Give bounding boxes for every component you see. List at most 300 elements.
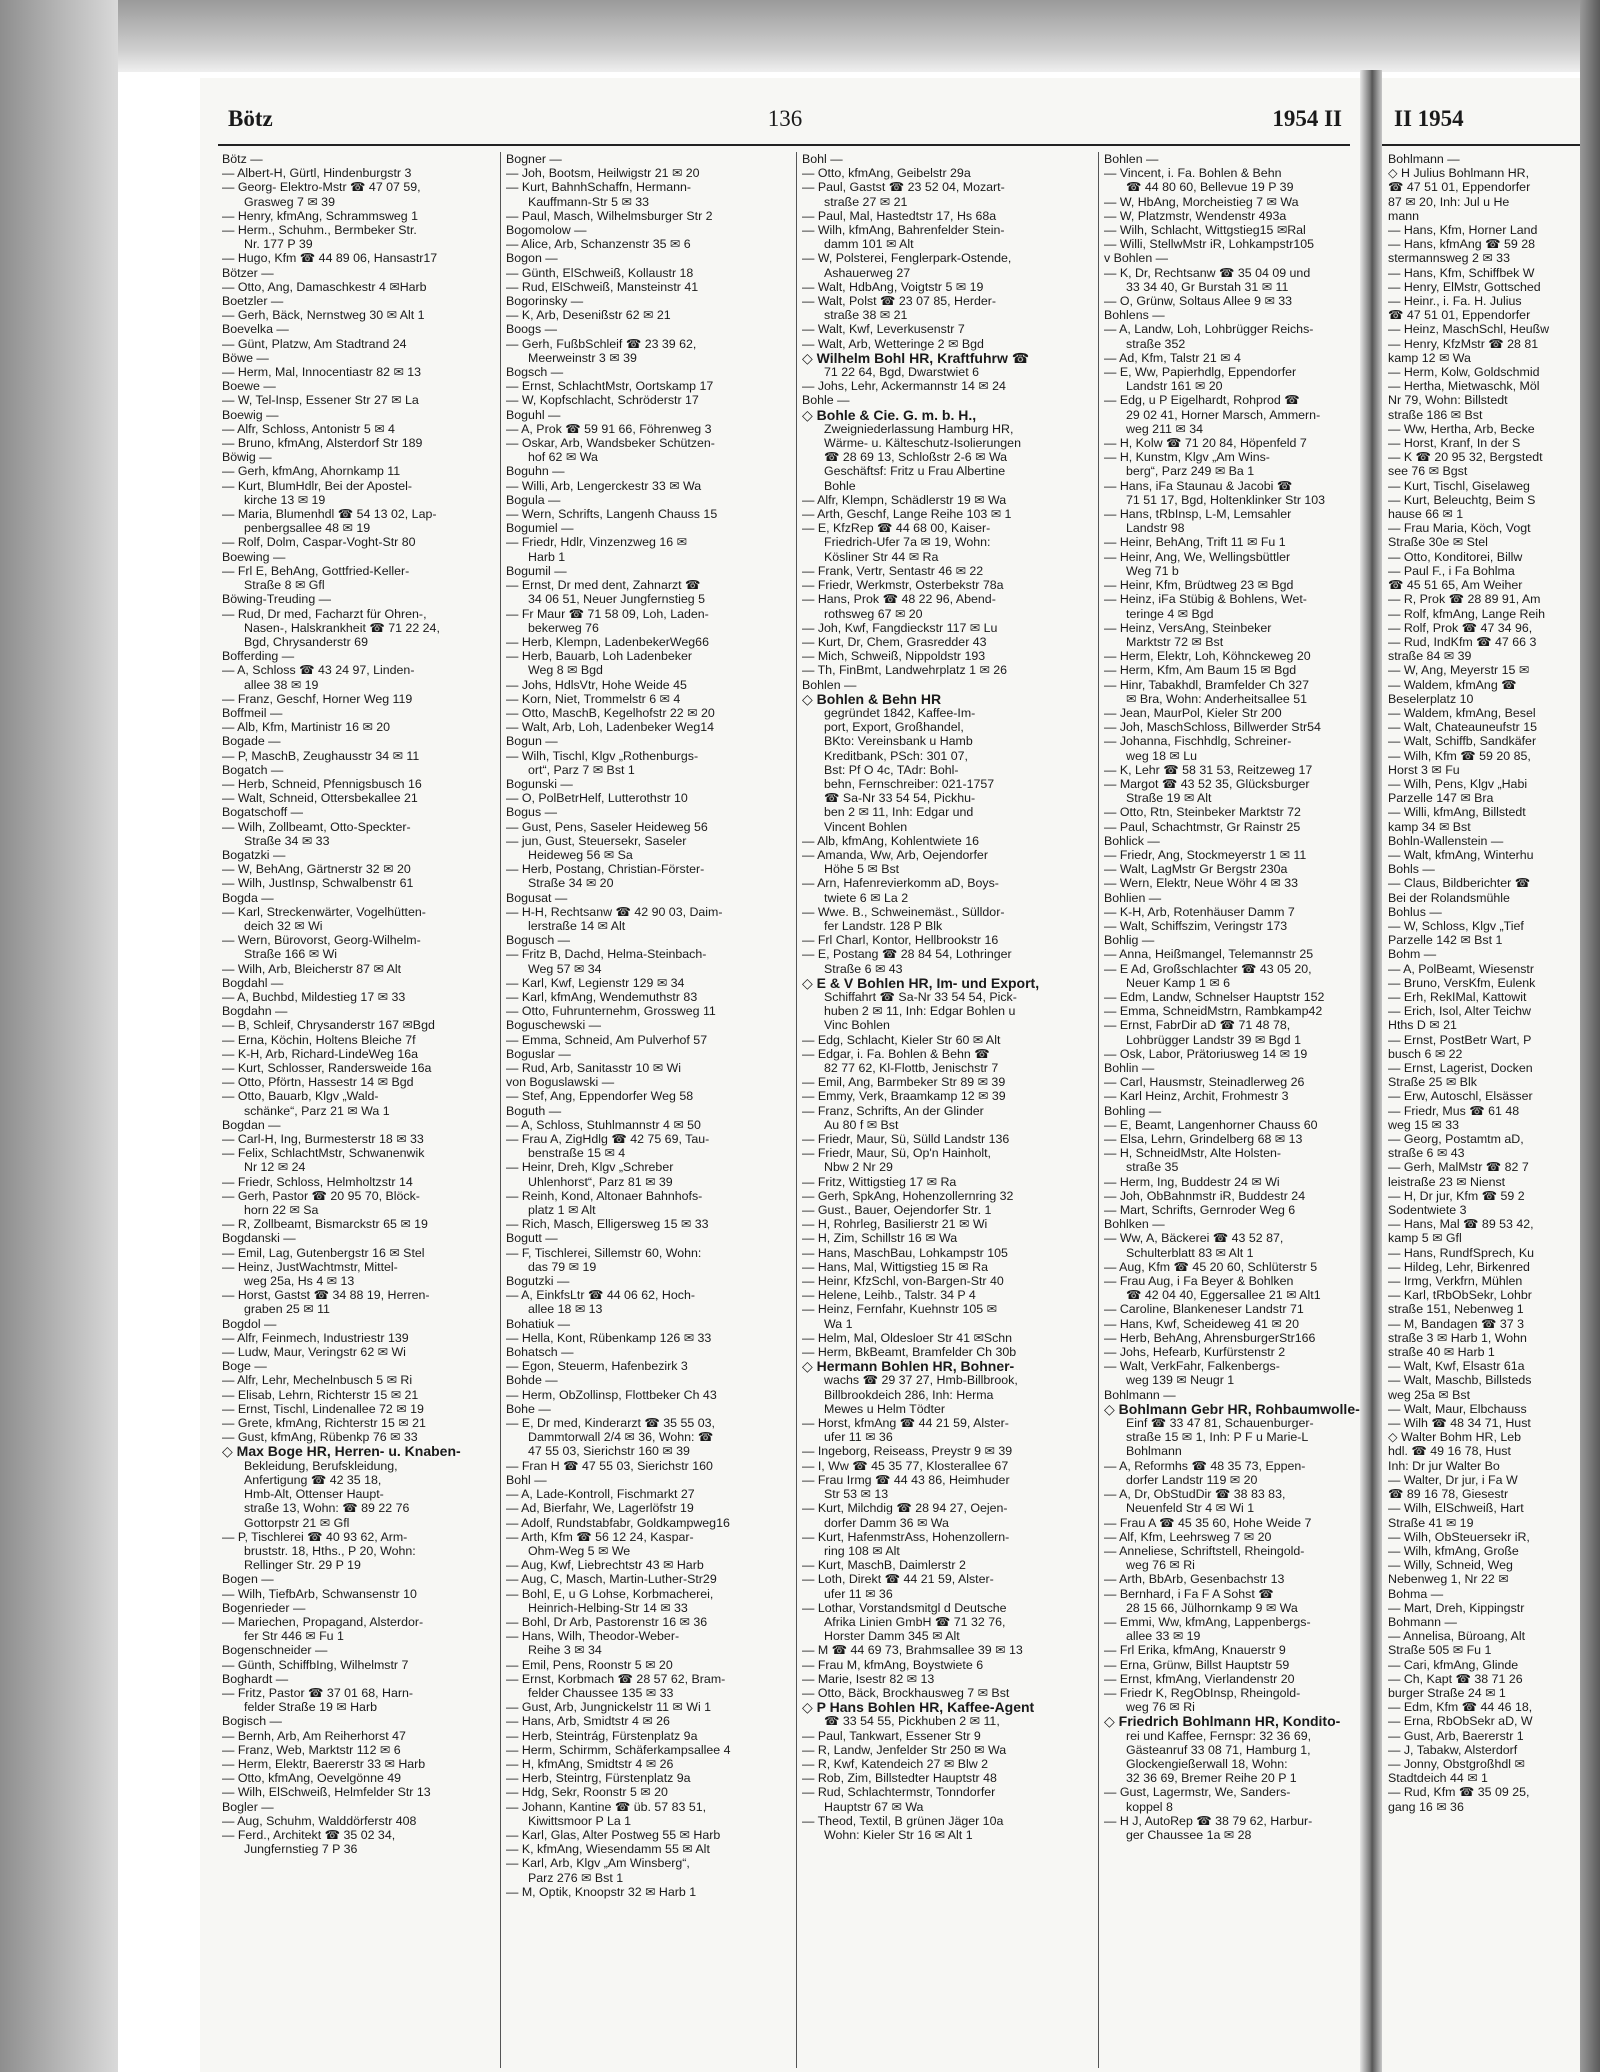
directory-entry: — Hildeg, Lehr, Birkenred [1388, 1259, 1530, 1274]
surname-heading: Bogdan — [222, 1117, 281, 1132]
directory-entry: — Rolf, Dolm, Caspar-Voght-Str 80 [222, 535, 416, 550]
surname-heading: Boguth — [506, 1103, 562, 1118]
directory-entry: — Otto, MaschB, Kegelhofstr 22 ✉ 20 [506, 705, 715, 720]
directory-entry: — jun, Gust, Steuersekr, Saseler [506, 833, 687, 848]
business-entry: ◇ Bohlen & Behn HR [802, 690, 942, 707]
directory-entry: — Johs, HdlsVtr, Hohe Weide 45 [506, 677, 687, 692]
directory-entry: — Wilh, Tischl, Klgv „Rothenburgs- [506, 748, 699, 763]
entry-continuation: 28 15 66, Jülhornkamp 9 ✉ Wa [1126, 1600, 1298, 1615]
directory-entry: — Fr Maur ☎ 71 58 09, Loh, Laden- [506, 606, 709, 621]
directory-entry: — Egon, Steuerm, Hafenbezirk 3 [506, 1359, 688, 1374]
directory-entry: — Bohl, Dr Arb, Pastorenstr 16 ✉ 36 [506, 1614, 708, 1629]
entry-continuation: Lohbrügger Landstr 39 ✉ Bgd 1 [1126, 1032, 1302, 1047]
directory-entry: — Bernh, Arb, Am Reiherhorst 47 [222, 1728, 406, 1743]
directory-entry: — Otto, Rtn, Steinbeker Marktstr 72 [1104, 805, 1301, 820]
directory-entry: — A, Schloss ☎ 43 24 97, Linden- [222, 663, 415, 678]
entry-continuation: Nasen-, Halskrankheit ☎ 71 22 24, [244, 620, 440, 635]
directory-entry: — Rud, Kfm ☎ 35 09 25, [1388, 1785, 1530, 1800]
directory-entry: — Hans, Mal ☎ 89 53 42, [1388, 1217, 1534, 1232]
directory-entry: — Friedr, Maur, Sü, Op'n Hainholt, [802, 1146, 991, 1161]
entry-continuation: Zweigniederlassung Hamburg HR, [824, 421, 1014, 436]
directory-entry: — Willy, Schneid, Weg [1388, 1558, 1513, 1573]
scan-top-shadow [118, 0, 1600, 72]
surname-heading: Bohlmann — [1388, 152, 1460, 166]
directory-entry: — Carl-H, Ing, Burmesterstr 18 ✉ 33 [222, 1132, 424, 1147]
surname-heading: Bogdahn — [222, 1004, 288, 1019]
directory-entry: — Emil, Ang, Barmbeker Str 89 ✉ 39 [802, 1075, 1006, 1090]
entry-continuation: Parz 276 ✉ Bst 1 [528, 1870, 624, 1885]
directory-entry: — Ingeborg, Reiseass, Preystr 9 ✉ 39 [802, 1444, 1013, 1459]
directory-entry: — Frank, Vertr, Sentastr 46 ✉ 22 [802, 563, 984, 578]
directory-entry: — Franz, Schrifts, An der Glinder [802, 1103, 984, 1118]
directory-entry: — Hans, Arb, Smidtstr 4 ✉ 26 [506, 1714, 670, 1729]
directory-entry: — Paul, Schachtmstr, Gr Rainstr 25 [1104, 819, 1301, 834]
directory-entry: — Gerh, MalMstr ☎ 82 7 [1388, 1160, 1529, 1175]
entry-continuation: Nr. 177 P 39 [244, 237, 313, 252]
next-page-edge [1382, 78, 1582, 2072]
surname-heading: Bohlken — [1104, 1217, 1165, 1232]
directory-entry: — Rolf, Prok ☎ 47 34 96, [1388, 620, 1533, 635]
entry-continuation: Grasweg 7 ✉ 39 [244, 194, 335, 209]
entry-continuation: Straße 41 ✉ 19 [1388, 1515, 1474, 1530]
entry-continuation: Marktstr 72 ✉ Bst [1126, 634, 1224, 649]
directory-entry: — Walt, HdbAng, Voigtstr 5 ✉ 19 [802, 279, 984, 294]
entry-continuation: ring 108 ✉ Alt [824, 1543, 900, 1558]
directory-entry: — H, Rohrleg, Basilierstr 21 ✉ Wi [802, 1217, 988, 1232]
entry-continuation: Jungfernstieg 7 P 36 [244, 1842, 358, 1857]
column-divider [1098, 152, 1099, 2068]
directory-entry: — Wilh, Kfm ☎ 59 20 85, [1388, 748, 1531, 763]
entry-continuation: Nr 12 ✉ 24 [244, 1160, 306, 1175]
directory-entry: — K-H, Arb, Richard-LindeWeg 16a [222, 1046, 419, 1061]
directory-entry: — Walt, Maur, Elbchauss [1388, 1401, 1527, 1416]
surname-heading: Boewing — [222, 549, 286, 564]
entry-continuation: weg 76 ✉ Ri [1126, 1558, 1195, 1573]
directory-entry: — Waldem, kfmAng, Besel [1388, 705, 1536, 720]
entry-continuation: Meerweinstr 3 ✉ 39 [528, 350, 637, 365]
entry-continuation: ☎ 47 51 01, Eppendorfer [1388, 180, 1531, 195]
header-rule [218, 144, 1350, 146]
business-entry: ◇ E & V Bohlen HR, Im- und Export, [802, 974, 1040, 991]
entry-continuation: weg 25a, Hs 4 ✉ 13 [244, 1274, 355, 1289]
entry-continuation: ✉ Bra, Wohn: Anderheitsallee 51 [1126, 691, 1307, 706]
surname-heading: Bohlig — [1104, 933, 1155, 948]
directory-entry: — Alfr, Feinmech, Industriestr 139 [222, 1330, 409, 1345]
entry-continuation: ☎ 42 04 40, Eggersallee 21 ✉ Alt1 [1126, 1288, 1321, 1303]
entry-continuation: stermannsweg 2 ✉ 33 [1388, 251, 1510, 266]
surname-heading: Boevelka — [222, 322, 289, 337]
entry-continuation: platz 1 ✉ Alt [528, 1203, 596, 1218]
directory-entry: — Herm, Kolw, Goldschmid [1388, 365, 1540, 380]
directory-entry: — Maria, Blumenhdl ☎ 54 13 02, Lap- [222, 507, 437, 522]
entry-continuation: teringe 4 ✉ Bgd [1126, 606, 1214, 621]
entry-continuation: wachs ☎ 29 37 27, Hmb-Billbrook, [824, 1373, 1018, 1388]
entry-continuation: 87 ✉ 20, Inh: Jul u He [1388, 194, 1510, 209]
directory-entry: — Georg- Elektro-Mstr ☎ 47 07 59, [222, 180, 421, 195]
scan-binding-shadow [0, 0, 118, 2072]
entry-continuation: ☎ 45 51 65, Am Weiher [1388, 578, 1523, 593]
directory-entry: — Friedr, Werkmstr, Osterbekstr 78a [802, 578, 1004, 593]
entry-continuation: ben 2 ✉ 11, Inh: Edgar und [824, 805, 974, 820]
directory-entry: — Erh, RekIMal, Kattowit [1388, 989, 1527, 1004]
entry-continuation: Straße 19 ✉ Alt [1126, 791, 1212, 806]
directory-entry: — Fran H ☎ 47 55 03, Sierichstr 160 [506, 1458, 713, 1473]
entry-continuation: kamp 34 ✉ Bst [1388, 819, 1471, 834]
directory-entry: — Gerh, Pastor ☎ 20 95 70, Blöck- [222, 1188, 420, 1203]
directory-entry: — W, Kopfschlacht, Schröderstr 17 [506, 393, 699, 408]
surname-heading: Bogun — [506, 734, 558, 749]
entry-continuation: Bst: Pf O 4c, TAdr: Bohl- [824, 762, 959, 777]
directory-entry: — Mart, Dreh, Kippingstr [1388, 1600, 1525, 1615]
directory-entry: — Heinr, Ang, We, Wellingsbüttler [1104, 549, 1291, 564]
entry-continuation: Vincent Bohlen [824, 819, 908, 834]
header-guide-word: Bötz [228, 106, 273, 131]
directory-entry: — Edgar, i. Fa. Bohlen & Behn ☎ [802, 1046, 990, 1061]
directory-entry: — Hinr, Tabakhdl, Bramfelder Ch 327 [1104, 677, 1310, 692]
entry-continuation: kamp 5 ✉ Gfl [1388, 1231, 1462, 1246]
directory-entry: — Paul, Mal, Hastedtstr 17, Hs 68a [802, 208, 997, 223]
directory-entry: — P, MaschB, Zeughausstr 34 ✉ 11 [222, 748, 420, 763]
directory-entry: — Rud, ElSchweiß, Mansteinstr 41 [506, 279, 699, 294]
entry-continuation: Afrika Linien GmbH ☎ 71 32 76, [824, 1614, 1006, 1629]
entry-continuation: allee 38 ✉ 19 [244, 677, 319, 692]
directory-entry: — Erich, Isol, Alter Teichw [1388, 1004, 1531, 1019]
surname-heading: Bogutt — [506, 1231, 558, 1246]
directory-entry: — R, Prok ☎ 28 89 91, Am [1388, 592, 1541, 607]
surname-heading: Bogatzki — [222, 847, 286, 862]
directory-entry: — Wilh, Zollbeamt, Otto-Speckter- [222, 819, 411, 834]
entry-continuation: weg 76 ✉ Ri [1126, 1700, 1195, 1715]
directory-entry: — Kurt, Schlosser, Randersweide 16a [222, 1061, 432, 1075]
entry-continuation: Glockengießerwall 18, Wohn: [1126, 1756, 1288, 1771]
directory-entry: — E, Ww, Papierhdlg, Eppendorfer [1104, 365, 1297, 380]
entry-continuation: Hths D ✉ 21 [1388, 1018, 1457, 1033]
entry-continuation: hause 66 ✉ 1 [1388, 507, 1464, 522]
surname-heading: Bohl — [802, 152, 843, 166]
entry-continuation: berg“, Parz 249 ✉ Ba 1 [1126, 464, 1255, 479]
directory-entry: — Karl, tRbObSekr, Lohbr [1388, 1288, 1532, 1303]
entry-continuation: Straße 25 ✉ Blk [1388, 1075, 1477, 1090]
entry-continuation: rei und Kaffee, Fernspr: 32 36 69, [1126, 1728, 1312, 1743]
directory-entry: — Henry, KfzMstr ☎ 28 81 [1388, 336, 1539, 351]
entry-continuation: kamp 12 ✉ Wa [1388, 350, 1471, 365]
directory-entry: — Herm, Ing, Buddestr 24 ✉ Wi [1104, 1174, 1280, 1189]
directory-entry: — Gust, Pens, Saseler Heideweg 56 [506, 819, 708, 834]
directory-entry: — W, BehAng, Gärtnerstr 32 ✉ 20 [222, 862, 411, 877]
directory-entry: — Walt, Polst ☎ 23 07 85, Herder- [802, 294, 997, 309]
entry-continuation: 29 02 41, Horner Marsch, Ammern- [1126, 407, 1321, 422]
directory-entry: — W, Tel-Insp, Essener Str 27 ✉ La [222, 393, 419, 408]
surname-heading: Bohlens — [1104, 308, 1165, 323]
directory-entry: — Karl, Arb, Klgv „Am Winsberg“, [506, 1856, 690, 1871]
entry-continuation: 34 06 51, Neuer Jungfernstieg 5 [528, 592, 706, 607]
directory-page [200, 78, 1360, 2072]
entry-continuation: horn 22 ✉ Sa [244, 1203, 319, 1218]
directory-entry: — K ☎ 20 95 32, Bergstedt [1388, 450, 1543, 465]
business-entry: ◇ Wilhelm Bohl HR, Kraftfuhrw ☎ [802, 349, 1030, 366]
surname-heading: Bohatiuk — [506, 1316, 571, 1331]
entry-continuation: Straße 6 ✉ 43 [824, 961, 903, 976]
directory-entry: — Kurt, Tischl, Giselaweg [1388, 478, 1530, 493]
entry-continuation: Nr 79, Wohn: Billstedt [1388, 393, 1508, 408]
entry-continuation: Stadtdeich 44 ✉ 1 [1388, 1771, 1488, 1786]
entry-continuation: straße 6 ✉ 43 [1388, 1146, 1465, 1161]
directory-entry: — Wern, Elektr, Neue Wöhr 4 ✉ 33 [1104, 876, 1299, 891]
surname-heading: Boguslar — [506, 1046, 571, 1061]
directory-entry: — Herm, Elektr, Baererstr 33 ✉ Harb [222, 1756, 426, 1771]
directory-entry: — Alb, kfmAng, Kohlentwiete 16 [802, 833, 980, 848]
directory-entry: — Joh, ObBahnmstr iR, Buddestr 24 [1104, 1188, 1306, 1203]
directory-entry: — Jean, MaurPol, Kieler Str 200 [1104, 705, 1282, 720]
entry-continuation: koppel 8 [1126, 1799, 1173, 1814]
entry-continuation: Landstr 161 ✉ 20 [1126, 379, 1223, 394]
directory-entry: — Marie, Isestr 82 ✉ 13 [802, 1671, 935, 1686]
entry-continuation: Weg 71 b [1126, 563, 1179, 578]
directory-entry: — H, Kunstm, Klgv „Am Wins- [1104, 450, 1270, 465]
entry-continuation: Ohm-Weg 5 ✉ We [528, 1543, 631, 1558]
column-divider [796, 152, 797, 2068]
directory-entry: — Jonny, Obstgroßhdl ✉ [1388, 1756, 1525, 1771]
directory-entry: — M, Optik, Knoopstr 32 ✉ Harb 1 [506, 1884, 697, 1899]
directory-entry: — Frau Irmg ☎ 44 43 86, Heimhuder [802, 1472, 1010, 1487]
directory-entry: — Hugo, Kfm ☎ 44 89 06, Hansastr17 [222, 251, 438, 266]
directory-entry: — Emmy, Verk, Braamkamp 12 ✉ 39 [802, 1089, 1006, 1104]
directory-entry: — Wilh, Pens, Klgv „Habi [1388, 776, 1528, 791]
directory-entry: — Walt, Maschb, Billsteds [1388, 1373, 1532, 1388]
surname-heading: Bogumil — [506, 563, 567, 578]
directory-entry: — Amanda, Ww, Arb, Oejendorfer [802, 847, 988, 862]
entry-continuation: das 79 ✉ 19 [528, 1259, 597, 1274]
entry-continuation: felder Straße 19 ✉ Harb [244, 1700, 377, 1715]
surname-heading: Bohlen — [802, 677, 857, 692]
directory-entry: — Emma, SchneidMstrn, Rambkamp42 [1104, 1004, 1323, 1019]
entry-continuation: BKto: Vereinsbank u Hamb [824, 734, 973, 749]
directory-entry: — Fritz, Pastor ☎ 37 01 68, Harn- [222, 1685, 414, 1700]
directory-entry: — Bruno, kfmAng, Alsterdorf Str 189 [222, 436, 423, 451]
surname-heading: Böwe — [222, 350, 269, 365]
entry-continuation: ☎ 44 80 60, Bellevue 19 P 39 [1126, 180, 1294, 195]
directory-entry: — Hans, Prok ☎ 48 22 96, Abend- [802, 592, 996, 607]
entry-continuation: Bei der Rolandsmühle [1388, 890, 1510, 905]
directory-entry: — Joh, Bootsm, Heilwigstr 21 ✉ 20 [506, 166, 700, 181]
entry-continuation: Schulterblatt 83 ✉ Alt 1 [1126, 1245, 1254, 1260]
directory-entry: — Hans, RundfSprech, Ku [1388, 1245, 1535, 1260]
directory-entry: — Franz, Geschf, Horner Weg 119 [222, 691, 413, 706]
entry-continuation: twiete 6 ✉ La 2 [824, 890, 909, 905]
directory-entry: — Kurt, Beleuchtg, Beim S [1388, 492, 1536, 507]
surname-heading: Boguhn — [506, 464, 565, 479]
directory-entry: — Frau M, kfmAng, Boystwiete 6 [802, 1657, 984, 1672]
surname-heading: Bötz — [222, 152, 263, 166]
surname-heading: v Bohlen — [1104, 251, 1169, 266]
entry-continuation: Horster Damm 345 ✉ Alt [824, 1629, 960, 1644]
directory-entry: — Otto, Bauarb, Klgv „Wald- [222, 1089, 379, 1104]
directory-entry: — M, Bandagen ☎ 37 3 [1388, 1316, 1524, 1331]
directory-entry: — Henry, ElMstr, Gottsched [1388, 279, 1541, 294]
entry-continuation: benstraße 15 ✉ 4 [528, 1146, 626, 1161]
surname-heading: Bogutzki — [506, 1274, 570, 1289]
entry-continuation: ☎ 33 54 55, Pickhuben 2 ✉ 11, [824, 1714, 1000, 1729]
surname-heading: Bohlien — [1104, 890, 1162, 905]
directory-entry: — Friedr K, RegObInsp, Rheingold- [1104, 1685, 1301, 1700]
entry-continuation: burger Straße 24 ✉ 1 [1388, 1685, 1506, 1700]
surname-heading: Bohma — [1388, 1586, 1444, 1601]
directory-entry: — Johs, Hefearb, Kurfürstenstr 2 [1104, 1345, 1286, 1360]
directory-entry: — Herb, Steintrág, Fürstenplatz 9a [506, 1728, 698, 1743]
entry-continuation: Gottorpstr 21 ✉ Gfl [244, 1515, 350, 1530]
directory-entry: — Ernst, Korbmach ☎ 28 57 62, Bram- [506, 1671, 726, 1686]
directory-entry: — Alfr, Schloss, Antonistr 5 ✉ 4 [222, 421, 395, 436]
surname-heading: Bogunski — [506, 776, 573, 791]
directory-entry: — Wilh, kfmAng, Große [1388, 1543, 1519, 1558]
entry-continuation: fer Landstr. 128 P Blk [824, 918, 943, 933]
directory-entry: — Reinh, Kond, Altonaer Bahnhofs- [506, 1188, 703, 1203]
directory-entry: — Helene, Leihb., Talstr. 34 P 4 [802, 1288, 976, 1303]
directory-entry: — Carl, Hausmstr, Steinadlerweg 26 [1104, 1075, 1305, 1090]
directory-entry: — Paul, Masch, Wilhelmsburger Str 2 [506, 208, 713, 223]
directory-entry: — Friedr, Schloss, Helmholtzstr 14 [222, 1174, 413, 1189]
directory-entry: — Walt, VerkFahr, Falkenbergs- [1104, 1359, 1280, 1374]
directory-entry: — F, Tischlerei, Sillemstr 60, Wohn: [506, 1245, 702, 1260]
directory-entry: — Rud, Schlachtermstr, Tonndorfer [802, 1785, 996, 1800]
business-entry: ◇ Max Boge HR, Herren- u. Knaben- [222, 1443, 461, 1460]
entry-continuation: ☎ 28 69 13, Schloßstr 2-6 ✉ Wa [824, 450, 1008, 465]
directory-entry: — Hans, MaschBau, Lohkampstr 105 [802, 1245, 1008, 1260]
entry-continuation: mann [1388, 208, 1419, 223]
directory-entry: — Mart, Schrifts, Gernroder Weg 6 [1104, 1203, 1296, 1218]
surname-heading: Bogdahl — [222, 975, 284, 990]
directory-entry: — Hans, iFa Staunau & Jacobi ☎ [1104, 478, 1293, 493]
directory-entry: — Walt, Schiffb, Sandkäfer [1388, 734, 1537, 749]
business-entry: ◇ Bohle & Cie. G. m. b. H., [802, 406, 977, 423]
entry-continuation: Rellinger Str. 29 P 19 [244, 1558, 361, 1573]
directory-entry: — Karl, Kwf, Legienstr 129 ✉ 34 [506, 975, 685, 990]
directory-entry: — Vincent, i. Fa. Bohlen & Behn [1104, 166, 1282, 181]
next-page-header: II 1954 [1394, 106, 1464, 131]
directory-entry: — Ludw, Maur, Veringstr 62 ✉ Wi [222, 1345, 406, 1360]
directory-entry: — Wilh, ElSchweiß, Helmfelder Str 13 [222, 1785, 431, 1800]
directory-entry: — Fritz B, Dachd, Helma-Steinbach- [506, 947, 707, 962]
entry-continuation: Au 80 f ✉ Bst [824, 1117, 899, 1132]
entry-continuation: Billbrookdeich 286, Inh: Herma [824, 1387, 994, 1402]
directory-entry: — W, Polsterei, Fenglerpark-Ostende, [802, 251, 1012, 266]
entry-continuation: straße 151, Nebenweg 1 [1388, 1302, 1524, 1317]
entry-continuation: dorfer Landstr 119 ✉ 20 [1126, 1472, 1258, 1487]
surname-heading: Bohln-Wallenstein — [1388, 833, 1504, 848]
surname-heading: Bogorinsky — [506, 294, 584, 309]
surname-heading: Bogusat — [506, 890, 568, 905]
entry-continuation: straße 40 ✉ Harb 1 [1388, 1345, 1495, 1360]
directory-entry: — Aug, Kwf, Liebrechtstr 43 ✉ Harb [506, 1558, 704, 1573]
entry-continuation: port, Export, Großhandel, [824, 720, 964, 735]
directory-entry: — H, kfmAng, Smidtstr 4 ✉ 26 [506, 1756, 674, 1771]
directory-entry: — Otto, Konditorei, Billw [1388, 549, 1523, 564]
entry-continuation: Bohle [824, 478, 856, 493]
directory-entry: — Elsa, Lehrn, Grindelberg 68 ✉ 13 [1104, 1132, 1303, 1147]
directory-entry: — Karl Heinz, Archit, Frohmestr 3 [1104, 1089, 1289, 1104]
surname-heading: Bogdanski — [222, 1231, 296, 1246]
directory-entry: — Herm, BkBeamt, Bramfelder Ch 30b [802, 1345, 1017, 1360]
entry-continuation: Straße 505 ✉ Fu 1 [1388, 1643, 1492, 1658]
entry-continuation: ☎ 89 16 78, Giesestr [1388, 1487, 1509, 1502]
surname-heading: Boewe — [222, 379, 276, 394]
directory-entry: — Karl, Streckenwärter, Vogelhütten- [222, 904, 426, 919]
entry-continuation: Friedrich-Ufer 7a ✉ 19, Wohn: [824, 535, 991, 550]
entry-continuation: Heideweg 56 ✉ Sa [528, 847, 633, 862]
directory-entry: — Wilh, kfmAng, Bahrenfelder Stein- [802, 223, 1005, 238]
surname-heading: Bogumiel — [506, 521, 574, 536]
directory-entry: — Ernst, Tischl, Lindenallee 72 ✉ 19 [222, 1401, 424, 1416]
directory-entry: — A, Lade-Kontroll, Fischmarkt 27 [506, 1487, 695, 1502]
surname-heading: Bogatschoff — [222, 805, 304, 820]
entry-continuation: Bekleidung, Berufskleidung, [244, 1458, 398, 1473]
directory-entry: — Gerh, Bäck, Nernstweg 30 ✉ Alt 1 [222, 308, 425, 323]
directory-entry: — Otto, Ang, Damaschkestr 4 ✉Harb [222, 279, 427, 294]
entry-continuation: Heinrich-Helbing-Str 14 ✉ 33 [528, 1600, 688, 1615]
directory-entry: — Hans, Kfm, Schiffbek W [1388, 265, 1535, 280]
directory-entry: — Walt, LagMstr Gr Bergstr 230a [1104, 862, 1288, 877]
directory-entry: — E Ad, Großschlachter ☎ 43 05 20, [1104, 961, 1312, 976]
directory-entry: — Paul F., i Fa Bohlma [1388, 563, 1515, 578]
directory-entry: — Gust, kfmAng, Rübenkp 76 ✉ 33 [222, 1430, 418, 1445]
entry-continuation: Straße 166 ✉ Wi [244, 947, 338, 962]
directory-entry: — Ernst, FabrDir aD ☎ 71 48 78, [1104, 1018, 1291, 1033]
surname-heading: Bohatsch — [506, 1345, 574, 1360]
entry-continuation: Bgd, Chrysanderstr 69 [244, 634, 368, 649]
directory-entry: — Felix, SchlachtMstr, Schwanenwik [222, 1146, 425, 1161]
surname-heading: Bohling — [1104, 1103, 1162, 1118]
directory-entry: — Hans, Kwf, Scheideweg 41 ✉ 20 [1104, 1316, 1299, 1331]
directory-entry: — Bruno, VersKfm, Eulenk [1388, 975, 1536, 990]
directory-entry: — Willi, StellwMstr iR, Lohkampstr105 [1104, 237, 1314, 252]
directory-entry: — H, SchneidMstr, Alte Holsten- [1104, 1146, 1281, 1161]
entry-continuation: weg 211 ✉ 34 [1126, 421, 1203, 436]
directory-entry: — Friedr, Maur, Sü, Sülld Landstr 136 [802, 1132, 1010, 1147]
entry-continuation: ort“, Parz 7 ✉ Bst 1 [528, 762, 635, 777]
directory-entry: — Karl, kfmAng, Wendemuthstr 83 [506, 989, 698, 1004]
directory-entry: — Ad, Bierfahr, We, Lagerlöfstr 19 [506, 1501, 694, 1516]
column-2 [506, 152, 790, 2068]
directory-entry: — Walt, kfmAng, Winterhu [1388, 847, 1534, 862]
surname-heading: Boghardt — [222, 1671, 289, 1686]
surname-heading: Bötzer — [222, 265, 274, 280]
directory-entry: — Ad, Kfm, Talstr 21 ✉ 4 [1104, 350, 1241, 365]
surname-heading: Bofferding — [222, 649, 295, 664]
directory-entry: — Margot ☎ 43 52 35, Glücksburger [1104, 776, 1310, 791]
directory-entry: — A, PolBeamt, Wiesenstr [1388, 961, 1534, 976]
directory-entry: — Kurt, BahnhSchaffn, Hermann- [506, 180, 692, 195]
entry-continuation: Uhlenhorst“, Parz 81 ✉ 39 [528, 1174, 673, 1189]
directory-entry: — Gust, Arb, Jungnickelstr 11 ✉ Wi 1 [506, 1700, 712, 1715]
directory-entry: — Loth, Direkt ☎ 44 21 59, Alster- [802, 1572, 994, 1587]
directory-entry: — Otto, kfmAng, Oevelgönne 49 [222, 1771, 402, 1786]
directory-entry: — Rud, Dr med, Facharzt für Ohren-, [222, 606, 427, 621]
surname-heading: Bogenschneider — [222, 1643, 328, 1658]
entry-continuation: weg 15 ✉ 33 [1388, 1117, 1460, 1132]
directory-entry: — Arth, Kfm ☎ 56 12 24, Kaspar- [506, 1529, 694, 1544]
surname-heading: Böwing-Treuding — [222, 592, 332, 607]
directory-entry: — Herm, Elektr, Loh, Köhnckeweg 20 [1104, 649, 1311, 664]
directory-entry: — Willi, kfmAng, Billstedt [1388, 805, 1526, 820]
directory-entry: — Gerh, kfmAng, Ahornkamp 11 [222, 464, 401, 479]
directory-entry: — A, Buchbd, Mildestieg 17 ✉ 33 [222, 989, 406, 1004]
directory-entry: — A, Reformhs ☎ 48 35 73, Eppen- [1104, 1458, 1306, 1473]
directory-entry: — E, Beamt, Langenhorner Chauss 60 [1104, 1117, 1318, 1132]
entry-continuation: weg 18 ✉ Lu [1126, 748, 1198, 763]
surname-heading: Bogula — [506, 492, 561, 507]
directory-entry: — Wilh, JustInsp, Schwalbenstr 61 [222, 876, 414, 891]
entry-continuation: felder Chaussee 135 ✉ 33 [528, 1685, 674, 1700]
